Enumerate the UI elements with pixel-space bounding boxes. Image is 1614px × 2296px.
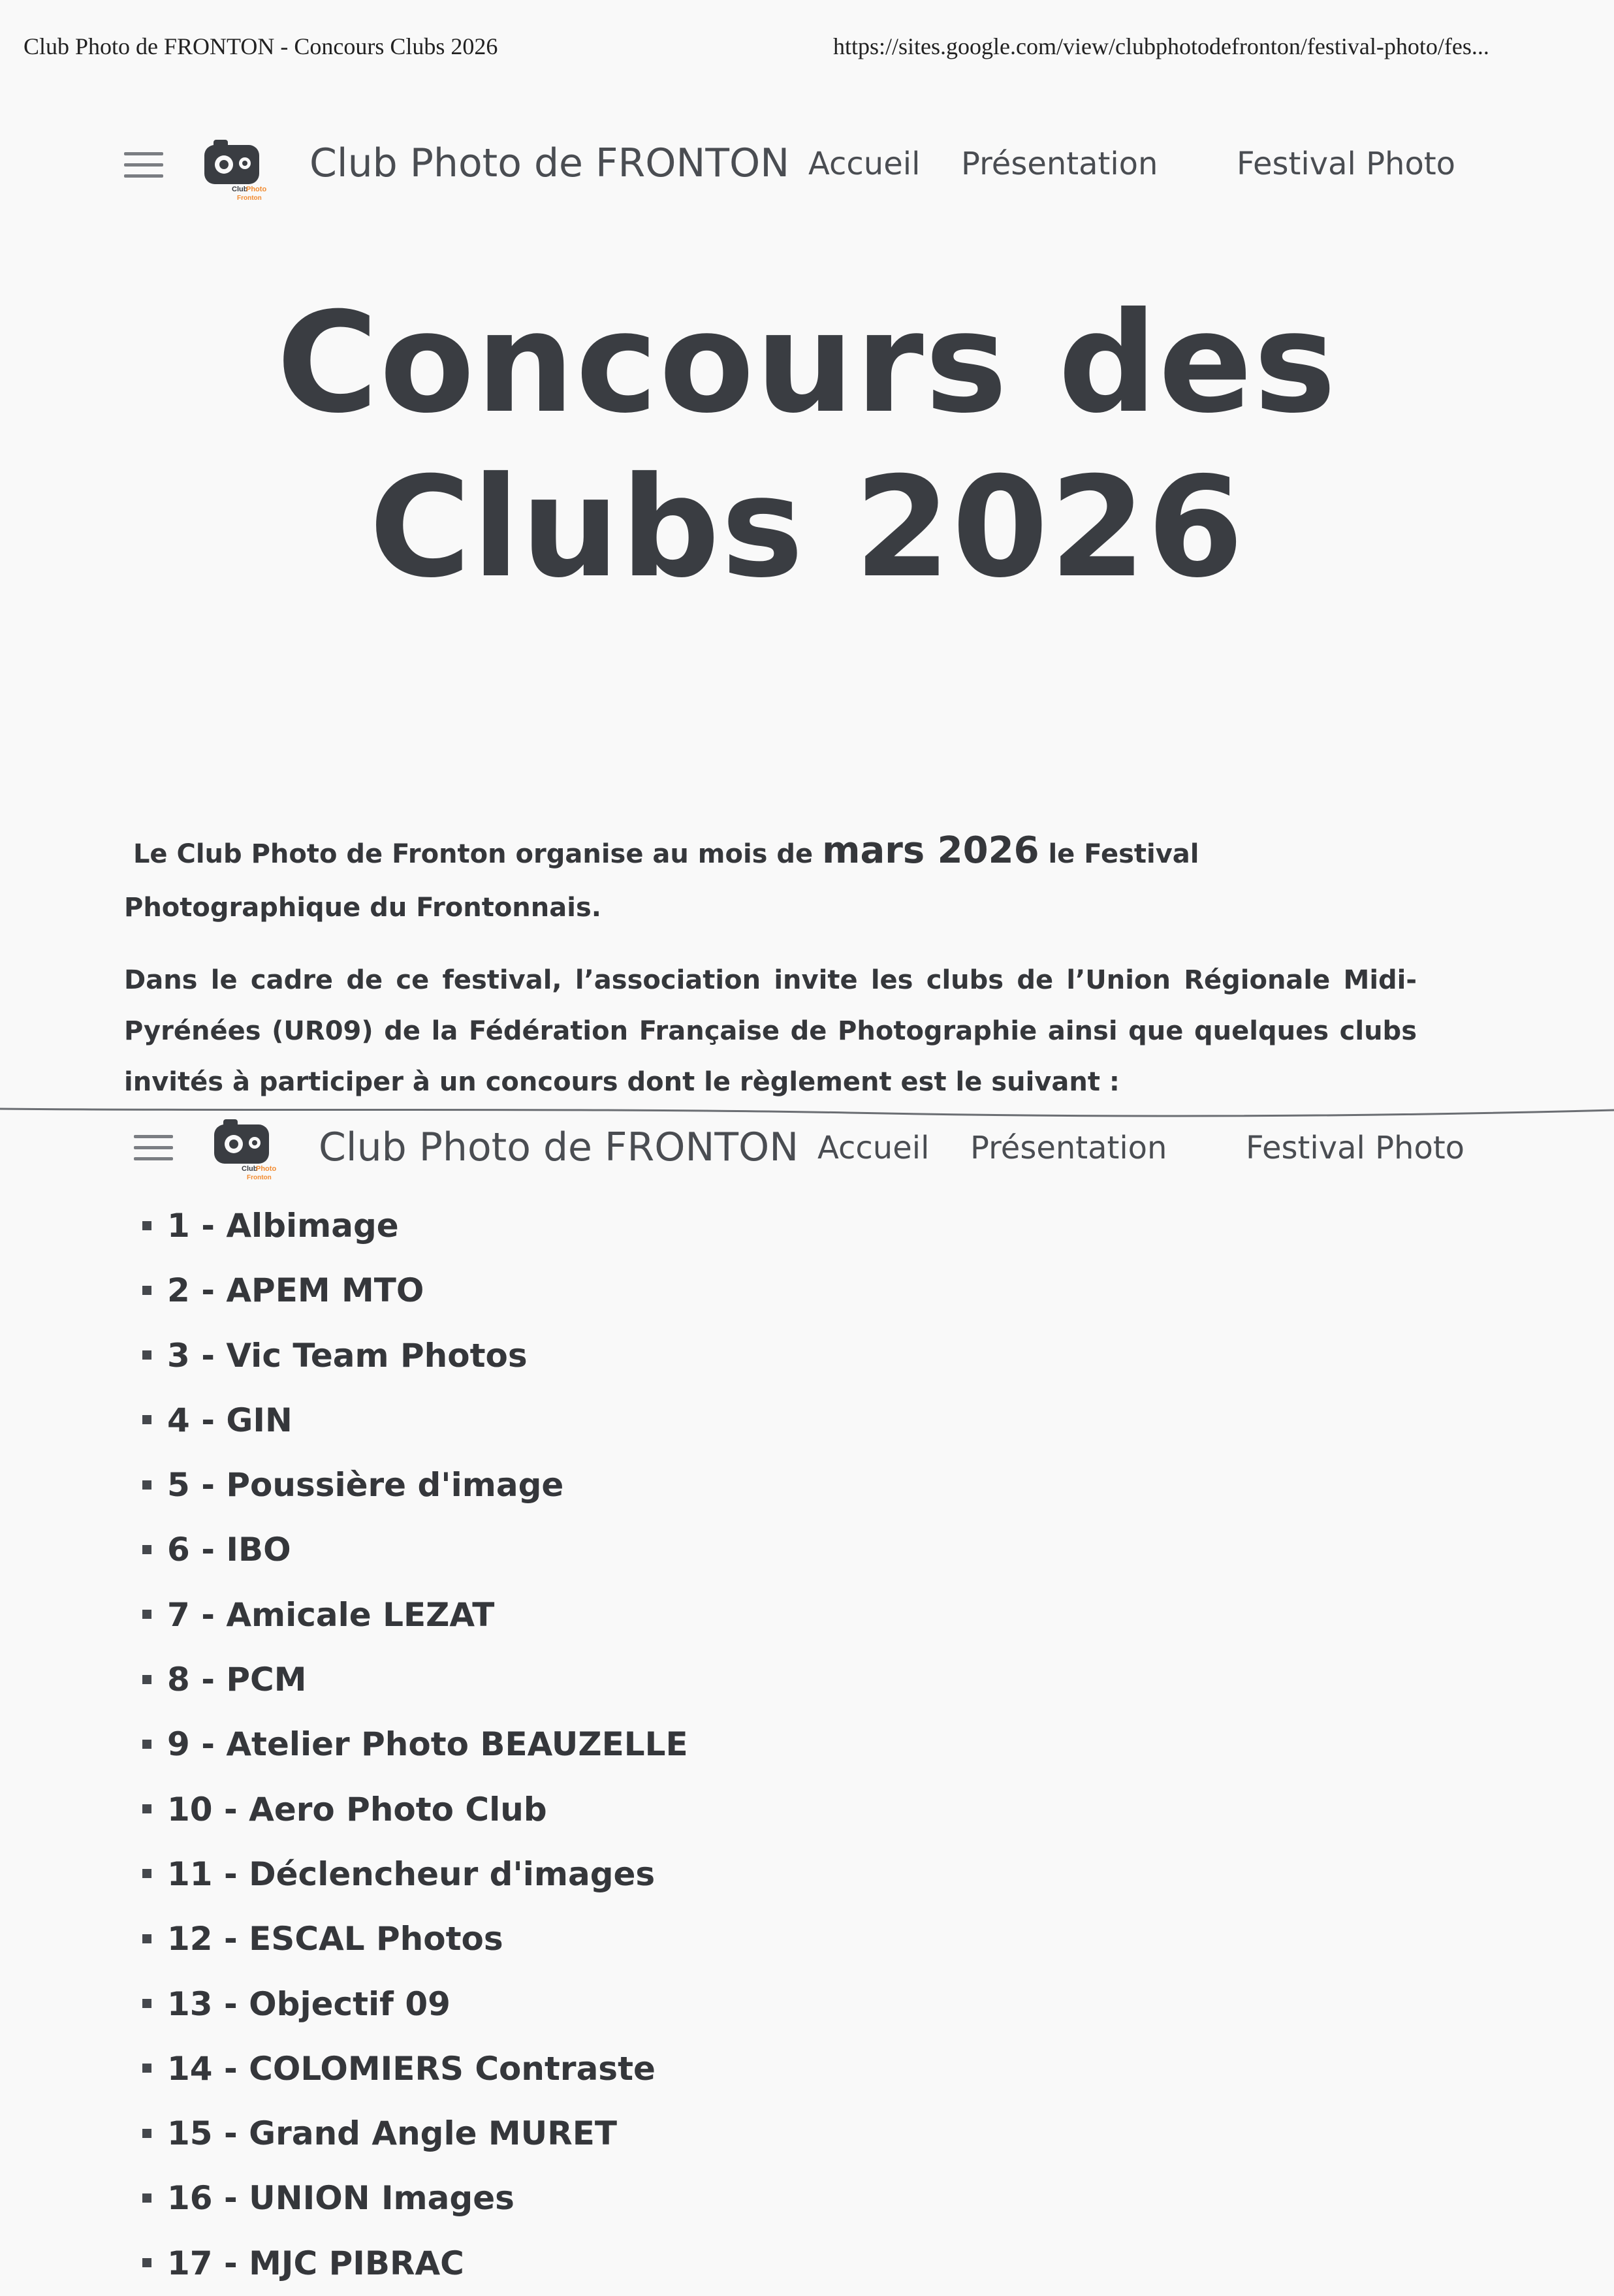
- list-item: 9 - Atelier Photo BEAUZELLE: [142, 1712, 688, 1777]
- list-item: 1 - Albimage: [142, 1194, 688, 1258]
- menu-icon[interactable]: [124, 152, 163, 178]
- page-title: [0, 281, 1614, 610]
- print-page-url: https://sites.google.com/view/clubphotodefronton/festival-photo/fes...: [833, 33, 1489, 59]
- list-item: 16 - UNION Images: [142, 2166, 688, 2231]
- list-item: 6 - IBO: [142, 1518, 688, 1582]
- site-brand[interactable]: Club Photo de FRONTON: [309, 140, 790, 186]
- event-date: mars 2026: [822, 829, 1039, 872]
- site-header-repeat: [0, 1110, 1614, 1188]
- nav-link-presentation[interactable]: Présentation: [961, 146, 1158, 182]
- nav-link-presentation[interactable]: Présentation: [970, 1130, 1167, 1166]
- nav-link-festival-photo[interactable]: Festival Photo: [1246, 1130, 1465, 1166]
- list-item: 11 - Déclencheur d'images: [142, 1842, 688, 1907]
- svg-text:Photo: Photo: [246, 185, 267, 193]
- list-item: 15 - Grand Angle MURET: [142, 2101, 688, 2166]
- svg-text:Fronton: Fronton: [247, 1174, 272, 1181]
- list-item: 12 - ESCAL Photos: [142, 1907, 688, 1971]
- list-item: 7 - Amicale LEZAT: [142, 1583, 688, 1648]
- menu-icon[interactable]: [134, 1135, 173, 1161]
- site-brand[interactable]: Club Photo de FRONTON: [319, 1124, 799, 1170]
- list-item: 3 - Vic Team Photos: [142, 1324, 688, 1388]
- svg-text:Photo: Photo: [256, 1165, 277, 1173]
- svg-text:Fronton: Fronton: [237, 195, 262, 202]
- list-item: 10 - Aero Photo Club: [142, 1778, 688, 1842]
- page-title-line-1: Concours des: [276, 282, 1338, 443]
- club-logo[interactable]: [199, 131, 271, 202]
- nav-link-accueil[interactable]: Accueil: [817, 1130, 930, 1166]
- svg-text:Club: Club: [242, 1165, 258, 1173]
- club-list: [142, 1194, 688, 2296]
- intro-paragraph-2: Dans le cadre de ce festival, l’association invite les clubs de l’Union Régionale Midi-Pyrénées (UR09) de la Fédération Française de Photographie ainsi que quelques clubs invités à participer à un concours dont le règlement est le suivant :: [124, 965, 1417, 1097]
- print-header: [0, 0, 1614, 98]
- club-logo[interactable]: [209, 1110, 281, 1182]
- list-item: 8 - PCM: [142, 1648, 688, 1712]
- list-item: 4 - GIN: [142, 1388, 688, 1453]
- nav-link-festival-photo[interactable]: Festival Photo: [1237, 146, 1456, 182]
- list-item: 2 - APEM MTO: [142, 1258, 688, 1323]
- list-item: 13 - Objectif 09: [142, 1972, 688, 2037]
- list-item: 14 - COLOMIERS Contraste: [142, 2037, 688, 2101]
- nav-link-accueil[interactable]: Accueil: [808, 146, 921, 182]
- list-item: 5 - Poussière d'image: [142, 1453, 688, 1518]
- list-item: 17 - MJC PIBRAC: [142, 2231, 688, 2296]
- site-header: [0, 127, 1614, 206]
- svg-text:Club: Club: [232, 185, 248, 193]
- page-title-line-2: Clubs 2026: [369, 447, 1245, 608]
- intro-paragraph-1: Le Club Photo de Fronton organise au mois de mars 2026 le Festival Photographique du Frontonnais.: [124, 829, 1199, 923]
- print-page-title: Club Photo de FRONTON - Concours Clubs 2026: [24, 33, 498, 59]
